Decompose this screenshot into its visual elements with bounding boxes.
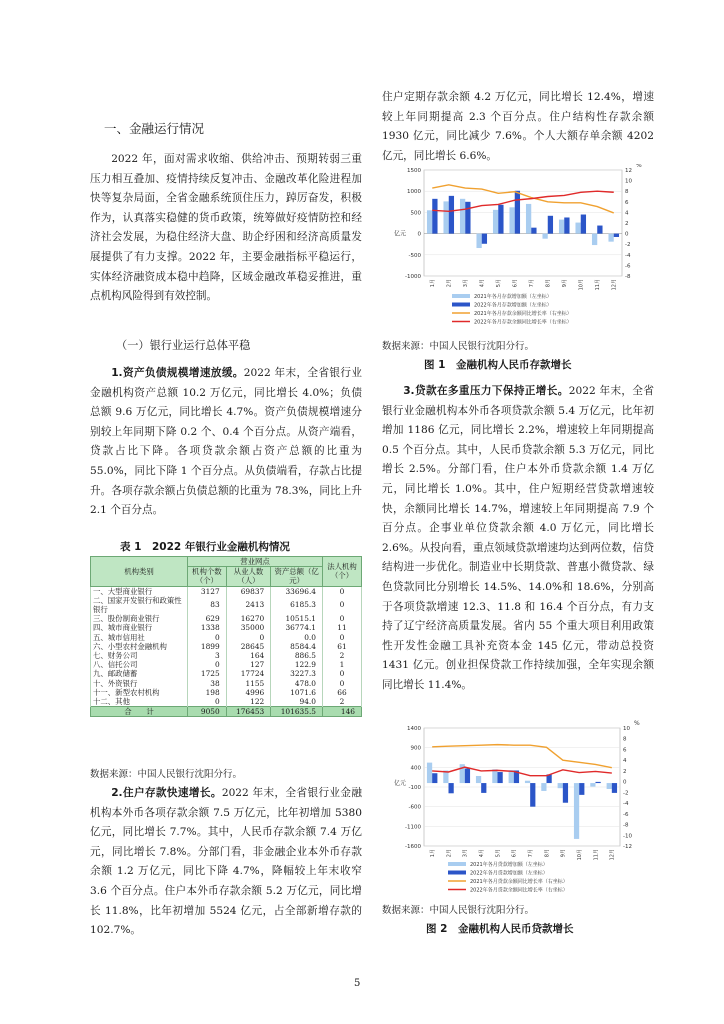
y2-tick-label: -4 <box>623 801 629 808</box>
y-tick-label: 500 <box>410 210 421 217</box>
table-cell-value: 94.0 <box>271 697 323 707</box>
y2-tick-label: 8 <box>625 189 629 196</box>
table-cell-category: 十一、新型农村机构 <box>91 688 188 697</box>
table-row <box>91 633 362 642</box>
table-cell-value: 0 <box>323 669 362 678</box>
table-cell-value: 0 <box>323 596 362 614</box>
bar <box>614 234 619 237</box>
table-cell-value: 0 <box>323 586 362 596</box>
x-tick-label: 1月 <box>430 279 436 288</box>
col-legal: 法人机构（个） <box>323 557 362 587</box>
legend-label: 2021年各月存款余额同比增长率（右坐标） <box>474 311 572 317</box>
bar <box>608 234 613 242</box>
table-cell-value: 122.9 <box>271 660 323 669</box>
x-tick-label: 3月 <box>463 279 469 288</box>
paragraph-lead: 2.住户存款快速增长。 <box>111 787 222 799</box>
table-cell-category: 二、国家开发银行和政策性银行 <box>91 596 188 614</box>
x-tick-label: 6月 <box>511 849 518 858</box>
table-cell-value: 4996 <box>226 688 271 697</box>
table-cell-value: 11 <box>323 623 362 632</box>
table-cell-value: 35000 <box>226 623 271 632</box>
bar <box>563 783 568 803</box>
table-cell-value: 198 <box>188 688 227 697</box>
table-cell-value: 66 <box>323 688 362 697</box>
table-cell-value: 0 <box>323 633 362 642</box>
table-cell-value: 69837 <box>226 586 271 596</box>
bar <box>427 210 432 233</box>
table-cell-value: 1899 <box>188 642 227 651</box>
col-count: 机构个数（个） <box>188 567 227 586</box>
y2-tick-label: 8 <box>623 736 627 743</box>
deposit-growth-chart <box>382 164 654 334</box>
table-cell-value: 176453 <box>226 707 271 717</box>
y2-tick-label: -6 <box>625 263 631 270</box>
bar <box>531 228 536 234</box>
table-cell-value: 1071.6 <box>271 688 323 697</box>
table-cell-value: 0.0 <box>271 633 323 642</box>
x-tick-label: 10月 <box>578 279 585 291</box>
x-tick-label: 12月 <box>611 279 618 291</box>
table-row <box>91 688 362 697</box>
y2-tick-label: 12 <box>625 168 632 174</box>
x-tick-label: 2月 <box>446 849 453 858</box>
figure2-source: 数据来源：中国人民银行沈阳分行。 <box>382 905 535 916</box>
bar <box>530 783 535 807</box>
table-cell-value: 0 <box>226 633 271 642</box>
y2-tick-label: 10 <box>623 726 630 732</box>
table-cell-value: 127 <box>226 660 271 669</box>
y-tick-label: -600 <box>408 804 421 811</box>
paragraph-body: 2022 年末，全省银行业金融机构资产总额 10.2 万亿元，同比增长 4.0%；负债总额 9.6 万亿元，同比增长 4.7%。资产负债规模增速分别较上年同期下降 0.2 个、0.4 个百分点。从资产端看，贷款占比下降。各项贷款余额占资产总额的比重为 55.0%，同比下降 1 个百分点。从负债端看，存款占比提升。各项存款余额占负债总额的比重为 78.3%，同比上升 2.1 个百分点。 <box>90 367 362 517</box>
y2-tick-label: 4 <box>625 210 629 217</box>
y-tick-label: 900 <box>410 745 421 752</box>
y2-tick-label: 2 <box>625 221 629 227</box>
y-tick-label: -100 <box>408 785 421 791</box>
table-cell-category: 合 计 <box>91 707 188 717</box>
y-tick-label: 0 <box>417 231 421 238</box>
x-tick-label: 9月 <box>560 849 567 858</box>
table-cell-value: 629 <box>188 614 227 623</box>
table-cell-value: 6185.3 <box>271 596 323 614</box>
paragraph-deposits <box>90 784 362 941</box>
col-category: 机构类别 <box>91 557 188 587</box>
bar <box>465 769 470 784</box>
table-cell-value: 1338 <box>188 623 227 632</box>
loan-growth-chart <box>382 720 654 898</box>
table-cell-value: 1155 <box>226 679 271 688</box>
y2-tick-label: -2 <box>623 790 629 797</box>
x-tick-label: 4月 <box>478 849 485 858</box>
legend-label: 2022年各月存款增加额（左坐标） <box>474 302 552 309</box>
paragraph-lead: 1.资产负债规模增速放缓。 <box>111 367 244 379</box>
bar <box>509 207 514 233</box>
table-cell-value: 0 <box>188 633 227 642</box>
bar <box>592 234 597 245</box>
paragraph-body: 2022 年末，全省银行业金融机构本外币各项存款余额 7.5 万亿元，比年初增加 5380 亿元，同比增长 7.7%。其中，人民币存款余额 7.4 万亿元，同比增长 7.8%。分部门看，非金融企业本外币存款余额 1.2 万亿元，同比下降 4.7%，降幅较上年末收窄 3.6 个百分点。住户本外币存款余额 5.2 万亿元，同比增长 11.8%，比年初增加 5524 亿元，占全部新增存款的 102.7%。 <box>90 787 362 937</box>
bar <box>590 783 595 787</box>
legend-label: 2021年各月贷款余额同比增长率（右坐标） <box>470 879 568 885</box>
table-cell-value: 83 <box>188 596 227 614</box>
y-axis-label: 亿元 <box>394 780 407 788</box>
y2-tick-label: -2 <box>625 242 631 249</box>
table-cell-value: 2 <box>323 651 362 660</box>
bar <box>526 204 531 234</box>
table-cell-value: 0 <box>188 697 227 707</box>
x-tick-label: 9月 <box>562 279 568 288</box>
y2-axis-label: % <box>634 720 640 727</box>
paragraph-lead: 3.贷款在多重压力下保持正增长。 <box>403 385 569 397</box>
x-tick-label: 3月 <box>462 849 469 858</box>
x-tick-label: 5月 <box>495 849 502 858</box>
table-caption: 表 1 2022 年银行业金融机构情况 <box>120 541 290 553</box>
legend-label: 2021年各月存款增加额（左坐标） <box>474 294 552 300</box>
paragraph-assets <box>90 364 362 521</box>
x-tick-label: 5月 <box>496 279 502 288</box>
table-cell-value: 38 <box>188 679 227 688</box>
paragraph-body: 2022 年末，全省银行业金融机构本外币各项贷款余额 5.4 万亿元，比年初增加 1186 亿元，同比增长 2.2%，增速较上年同期提高 0.5 个百分点。其中，人民币贷款余额 5.3 万亿元，同比增长 2.5%。分部门看，住户本外币贷款余额 1.4 万亿元，同比增长 1.0%。其中，住户短期经营贷款增速较快，余额同比增长 14.7%，增速较上年同期提高 7.9 个百分点。企事业单位贷款余额 4.0 万亿元，同比增长 2.6%。从投向看，重点领域贷款增速均达到两位数，信贷结构进一步优化。制造业中长期贷款、普惠小微贷款、绿色贷款同比分别增长 14.5%、14.0%和 18.6%，分别高于各项贷款增速 12.3、11.8 和 16.4 个百分点，有力支持了辽宁经济高质量发展。省内 55 个重大项目利用政策性开发性金融工具补充资本金 145 亿元，带动总投资 1431 亿元。创业担保贷款工作持续加强，全年实现余额同比增长 11.4%。 <box>382 385 654 691</box>
bar <box>476 776 481 783</box>
subsection-heading: （一）银行业运行总体平稳 <box>116 339 251 352</box>
table-cell-value: 146 <box>323 707 362 717</box>
series-line <box>432 745 612 768</box>
table-row <box>91 660 362 669</box>
table-cell-value: 478.0 <box>271 679 323 688</box>
y2-axis-label: % <box>636 164 642 169</box>
table-row <box>91 669 362 678</box>
bar <box>612 783 617 793</box>
section-heading: 一、金融运行情况 <box>104 121 205 136</box>
table-cell-value: 1725 <box>188 669 227 678</box>
table-cell-value: 33696.4 <box>271 586 323 596</box>
legend-label: 2022年各月贷款增加额（左坐标） <box>470 870 548 877</box>
figure1-source: 数据来源：中国人民银行沈阳分行。 <box>382 341 535 352</box>
table-cell-value: 8584.4 <box>271 642 323 651</box>
figure2-caption: 图 2 金融机构人民币贷款增长 <box>426 923 574 935</box>
y2-tick-label: -8 <box>625 274 631 280</box>
table-cell-value: 101635.5 <box>271 707 323 717</box>
y-tick-label: 400 <box>410 765 421 772</box>
table-cell-value: 10515.1 <box>271 614 323 623</box>
bar <box>596 782 601 783</box>
table-cell-value: 0 <box>188 660 227 669</box>
bar <box>542 234 547 239</box>
y-tick-label: -1100 <box>405 824 421 831</box>
table-cell-value: 16270 <box>226 614 271 623</box>
table-row <box>91 679 362 688</box>
figure1-caption: 图 1 金融机构人民币存款增长 <box>424 359 572 371</box>
bar <box>493 210 498 234</box>
table-cell-value: 0 <box>323 679 362 688</box>
legend-label: 2021年各月贷款增加额（左坐标） <box>470 862 548 868</box>
table-cell-category: 十、外资银行 <box>91 679 188 688</box>
bar <box>541 783 546 791</box>
bar <box>460 199 465 234</box>
y2-tick-label: -12 <box>623 844 632 850</box>
col-staff: 从业人数（人） <box>226 567 271 586</box>
bar <box>492 769 497 783</box>
bar <box>558 783 563 788</box>
y2-tick-label: 4 <box>623 758 627 765</box>
x-tick-label: 6月 <box>512 279 519 288</box>
bar <box>498 772 503 783</box>
bar <box>579 783 584 795</box>
bar <box>574 783 579 839</box>
y-tick-label: -500 <box>408 252 421 259</box>
table-cell-category: 五、城市信用社 <box>91 633 188 642</box>
table-cell-value: 3227.3 <box>271 669 323 678</box>
bar <box>548 216 553 234</box>
table-row <box>91 614 362 623</box>
table-cell-value: 36774.1 <box>271 623 323 632</box>
table-cell-value: 17724 <box>226 669 271 678</box>
bar <box>482 234 487 244</box>
y-tick-label: -1600 <box>405 844 421 850</box>
x-tick-label: 12月 <box>609 849 616 861</box>
bar <box>498 205 503 234</box>
table-cell-category: 八、信托公司 <box>91 660 188 669</box>
bar <box>564 217 569 233</box>
x-tick-label: 11月 <box>593 849 600 861</box>
table-total-row <box>91 707 362 717</box>
y2-tick-label: -4 <box>625 252 631 259</box>
table-cell-value: 164 <box>226 651 271 660</box>
table-row <box>91 651 362 660</box>
y2-tick-label: 6 <box>623 747 627 754</box>
bar <box>449 783 454 793</box>
x-tick-label: 8月 <box>544 849 551 858</box>
table-cell-value: 1 <box>323 660 362 669</box>
legend-swatch <box>452 303 470 307</box>
table-cell-value: 886.5 <box>271 651 323 660</box>
table-cell-value: 2413 <box>226 596 271 614</box>
table-cell-value: 3 <box>188 651 227 660</box>
y2-tick-label: 6 <box>625 199 629 206</box>
y-tick-label: 1000 <box>407 189 421 196</box>
page-number: 5 <box>354 978 361 989</box>
bar <box>515 191 520 234</box>
table-cell-value: 3127 <box>188 586 227 596</box>
bar <box>465 202 470 234</box>
x-tick-label: 11月 <box>595 279 601 291</box>
y2-tick-label: 0 <box>625 231 629 238</box>
y2-tick-label: 0 <box>623 779 627 786</box>
x-tick-label: 4月 <box>479 279 486 288</box>
legend-label: 2022年各月存款余额同比增长率（右坐标） <box>474 319 572 326</box>
table-row <box>91 697 362 707</box>
x-tick-label: 8月 <box>545 279 552 288</box>
y2-tick-label: 2 <box>623 768 627 775</box>
table-cell-category: 十二、其他 <box>91 697 188 707</box>
x-tick-label: 2月 <box>446 279 453 288</box>
table-cell-value: 0 <box>323 614 362 623</box>
y-tick-label: -1000 <box>405 274 421 280</box>
table-row <box>91 623 362 632</box>
legend-label: 2022年各月贷款余额同比增长率（右坐标） <box>470 887 568 894</box>
y2-tick-label: -8 <box>623 822 629 829</box>
col-group-outlets: 营业网点 <box>188 557 323 567</box>
y-tick-label: 1500 <box>407 168 421 174</box>
table-row <box>91 642 362 651</box>
table-cell-category: 一、大型商业银行 <box>91 586 188 596</box>
bar <box>476 234 481 248</box>
bar <box>443 201 448 233</box>
bar <box>575 223 580 234</box>
bar <box>481 783 486 793</box>
bar <box>427 763 432 783</box>
table-cell-value: 61 <box>323 642 362 651</box>
y2-tick-label: -6 <box>623 811 629 818</box>
bar <box>432 199 437 234</box>
x-tick-label: 10月 <box>576 849 583 861</box>
y2-tick-label: 10 <box>625 178 632 185</box>
bar <box>525 781 530 783</box>
table-cell-category: 三、股份制商业银行 <box>91 614 188 623</box>
series-line <box>432 767 612 776</box>
table-cell-category: 七、财务公司 <box>91 651 188 660</box>
bar <box>581 215 586 234</box>
table-cell-value: 9050 <box>188 707 227 717</box>
bar <box>559 220 564 234</box>
table-cell-value: 28645 <box>226 642 271 651</box>
legend-swatch <box>448 862 466 866</box>
x-tick-label: 1月 <box>429 849 436 858</box>
paragraph-deposits-cont: 住户定期存款余额 4.2 万亿元，同比增长 12.4%，增速较上年同期提高 2.3 个百分点。住户结构性存款余额 1930 亿元，同比减少 7.6%。个人大额存单余额 4202 亿元，同比增长 6.6%。 <box>382 91 654 162</box>
table-cell-value: 122 <box>226 697 271 707</box>
table-row <box>91 586 362 596</box>
table-cell-category: 四、城市商业银行 <box>91 623 188 632</box>
intro-paragraph: 2022 年，面对需求收缩、供给冲击、预期转弱三重压力相互叠加、疫情持续反复冲击、金融改革化险进程加快等复杂局面，全省金融系统顶住压力，踔厉奋发，积极作为，认真落实稳健的货币政策，统筹做好疫情防控和经济社会发展，为稳住经济大盘、助企纾困和经济高质量发展提供了有力支撑。2022 年，主要金融指标平稳运行，实体经济融资成本稳中趋降，区域金融改革稳妥推进，重点机构风险得到有效控制。 <box>90 153 362 303</box>
bar <box>449 196 454 234</box>
bar <box>607 783 612 789</box>
y-axis-label: 亿元 <box>394 230 407 238</box>
table-source: 数据来源：中国人民银行沈阳分行。 <box>90 769 243 780</box>
bar <box>432 773 437 783</box>
paragraph-loans <box>382 382 654 696</box>
table-row <box>91 596 362 614</box>
bar <box>597 226 602 234</box>
x-tick-label: 7月 <box>527 849 534 858</box>
institutions-table <box>90 556 362 717</box>
legend-swatch <box>452 294 470 298</box>
table-cell-category: 九、邮政储蓄 <box>91 669 188 678</box>
table-cell-value: 2 <box>323 697 362 707</box>
y-tick-label: 1400 <box>407 726 421 732</box>
x-tick-label: 7月 <box>529 279 535 288</box>
table-cell-category: 六、小型农村金融机构 <box>91 642 188 651</box>
y2-tick-label: -10 <box>623 833 632 840</box>
legend-swatch <box>448 871 466 875</box>
col-assets: 资产总额（亿元） <box>271 567 323 586</box>
